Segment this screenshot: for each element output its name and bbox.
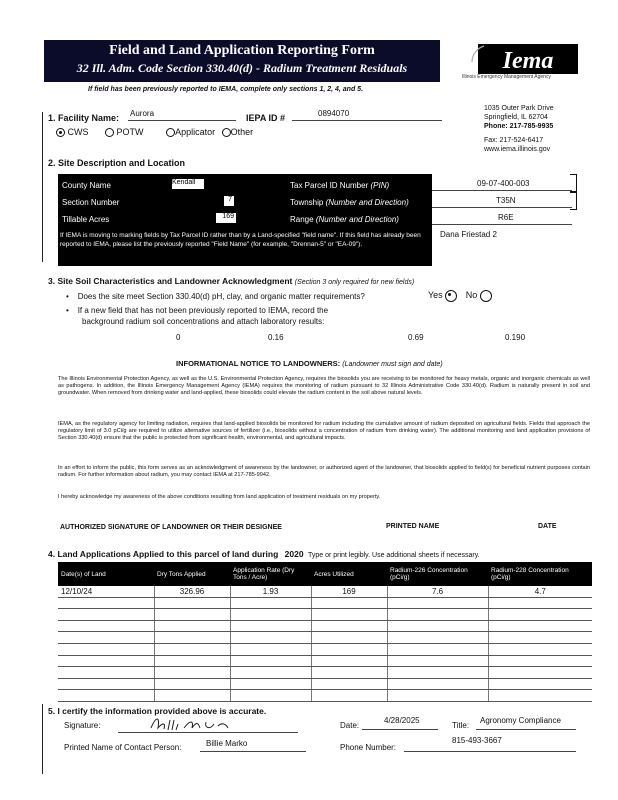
table-cell[interactable]: 12/10/24	[58, 586, 154, 597]
range-label: Range (Number and Direction)	[290, 215, 399, 224]
table-cell[interactable]	[311, 632, 387, 644]
table-row	[58, 667, 592, 679]
form-title-banner	[44, 40, 440, 82]
agency-website: www.iema.illinois.gov	[484, 146, 551, 153]
logo-subtitle: Illinois Emergency Management Agency	[462, 74, 551, 80]
table-cell[interactable]	[230, 609, 311, 621]
table-cell[interactable]	[58, 643, 154, 655]
table-cell[interactable]	[58, 609, 154, 621]
table-row	[58, 597, 592, 609]
option-applicator[interactable]: Applicator	[166, 127, 215, 137]
table-cell[interactable]: 326.96	[154, 586, 230, 597]
signature-image[interactable]	[148, 714, 232, 734]
address-line-1: 1035 Outer Park Drive	[484, 105, 554, 112]
section-number-label: Section Number	[62, 198, 120, 207]
printed-name-contact-label: Printed Name of Contact Person:	[64, 743, 182, 752]
bracket-2	[570, 192, 577, 210]
table-cell[interactable]	[387, 678, 488, 690]
option-potw[interactable]: POTW	[105, 127, 144, 137]
table-cell[interactable]	[387, 632, 488, 644]
table-cell[interactable]	[311, 690, 387, 702]
col-date: Date(s) of Land	[58, 562, 154, 586]
table-cell[interactable]	[488, 643, 592, 655]
agency-phone: Phone: 217-785-9935	[484, 123, 554, 130]
bracket-1	[570, 174, 577, 192]
table-cell[interactable]	[488, 597, 592, 609]
signature-label: Signature:	[64, 721, 101, 730]
agency-fax: Fax: 217-524-6417	[484, 137, 544, 144]
tax-parcel-value[interactable]: 09-07-400-003	[477, 179, 530, 188]
col-dry-tons: Dry Tons Applied	[154, 562, 230, 586]
yes-no-options	[428, 290, 492, 302]
range-line	[432, 224, 572, 225]
background-value-3[interactable]: 0.69	[408, 333, 424, 342]
signature-line	[118, 732, 298, 733]
table-cell[interactable]	[311, 620, 387, 632]
table-row	[58, 678, 592, 690]
township-value[interactable]: T35N	[496, 196, 516, 205]
table-cell[interactable]	[488, 655, 592, 667]
table-row	[58, 632, 592, 644]
radio-cws[interactable]	[56, 128, 65, 137]
section4-year[interactable]: 2020	[284, 549, 304, 559]
section2-heading: 2. Site Description and Location	[48, 158, 186, 168]
table-cell[interactable]	[311, 597, 387, 609]
table-row	[58, 643, 592, 655]
tillable-acres-label: Tillable Acres	[62, 215, 110, 224]
notice-title-wrap	[176, 359, 443, 368]
land-applications-table	[58, 562, 592, 702]
margin-line-bottom	[42, 704, 43, 774]
col-radium-228: Radium-228 Concentration (pCi/g)	[488, 562, 592, 586]
table-cell[interactable]	[488, 620, 592, 632]
table-cell[interactable]	[154, 597, 230, 609]
table-cell[interactable]	[387, 609, 488, 621]
agency-address	[484, 104, 554, 154]
printed-name-contact-value[interactable]: Billie Marko	[206, 739, 248, 748]
section5-heading: 5. I certify the information provided above is accurate.	[48, 706, 267, 716]
site-description-box	[58, 174, 432, 266]
q1-row: • Does the site meet Section 330.40(d) pH, clay, and organic matter requirements?	[66, 292, 365, 301]
yes-option[interactable]: Yes	[428, 290, 457, 300]
table-cell[interactable]	[154, 655, 230, 667]
field-name-note: If IEMA is moving to marking fields by Tax Parcel ID rather than by a Land-specified "field name". If this field has already been reported to IEMA, please list the previously reported "Field Name" (for example, "Drennan-5" or "EA-09").	[60, 232, 421, 248]
table-cell[interactable]	[154, 678, 230, 690]
section4-heading: 4. Land Applications Applied to this parcel of land during	[48, 549, 279, 559]
col-acres: Acres Utilized	[311, 562, 387, 586]
table-cell[interactable]	[387, 655, 488, 667]
radio-yes[interactable]	[445, 290, 457, 302]
notice-title-note: (Landowner must sign and date)	[342, 361, 443, 368]
notice-title: INFORMATIONAL NOTICE TO LANDOWNERS:	[176, 359, 341, 368]
background-value-1[interactable]: 0	[176, 333, 181, 342]
table-cell[interactable]	[230, 667, 311, 679]
table-cell[interactable]	[311, 667, 387, 679]
title-line	[476, 729, 576, 730]
table-cell[interactable]	[488, 667, 592, 679]
q2-text-a: If a new field that has not been previously reported to IEMA, record the	[77, 306, 329, 315]
township-line	[432, 207, 572, 208]
q2-row: • If a new field that has not been previously reported to IEMA, record the background radium soil concentrations and attach laboratory results:	[66, 306, 329, 326]
section3-heading-note: (Section 3 only required for new fields)	[294, 279, 415, 286]
table-cell[interactable]	[154, 620, 230, 632]
table-cell[interactable]: 1.93	[230, 586, 311, 597]
landowner-signature-label: AUTHORIZED SIGNATURE OF LANDOWNER OR THEIR DESIGNEE	[60, 524, 282, 531]
date-line	[362, 729, 438, 730]
radio-no[interactable]	[480, 290, 492, 302]
section4-note: Type or print legibly. Use additional sheets if necessary.	[307, 552, 480, 559]
option-other[interactable]: Other	[222, 127, 254, 137]
table-cell[interactable]	[311, 643, 387, 655]
notice-paragraph-4: I hereby acknowledge my awareness of the above conditions resulting from land application of treatment residuals on my property.	[58, 494, 381, 500]
iepa-id-value[interactable]: 0894070	[318, 109, 350, 118]
option-cws[interactable]: CWS	[56, 127, 89, 137]
table-cell[interactable]	[387, 643, 488, 655]
table-header-row	[58, 562, 592, 586]
table-cell[interactable]	[488, 609, 592, 621]
field-name-value[interactable]: Dana Friestad 2	[440, 230, 497, 239]
table-cell[interactable]	[387, 620, 488, 632]
notice-paragraph-1: The Illinois Environmental Protection Agency, as well as the U.S. Environmental Protection Agency, requires the biosolids you are receiving to be monitored for heavy metals, organic and inorganic chemicals as well as pathogens. In addition, the Illinois Emergency Management Agency (IEMA) requires the monitoring of radium pursuant to 32 Illinois Administrative Code 330.40(d). Radium is naturally present in soil and groundwater. When removed from drinking water and land-applied, these biosolids could elevate the radium content in the soil above natural levels.	[58, 376, 590, 397]
table-cell[interactable]	[58, 667, 154, 679]
tax-parcel-label: Tax Parcel ID Number (PIN)	[290, 181, 390, 190]
section-number-value[interactable]: 7	[224, 196, 234, 206]
range-value[interactable]: R6E	[498, 213, 514, 222]
table-cell[interactable]	[58, 597, 154, 609]
radio-other[interactable]	[222, 128, 231, 137]
table-cell[interactable]	[58, 632, 154, 644]
table-cell[interactable]	[230, 678, 311, 690]
table-cell[interactable]	[230, 632, 311, 644]
table-cell[interactable]	[230, 620, 311, 632]
table-cell[interactable]	[387, 690, 488, 702]
radio-potw[interactable]	[105, 128, 114, 137]
facility-name-label: 1. Facility Name:	[48, 113, 120, 123]
tillable-acres-value[interactable]: 169	[216, 213, 236, 223]
table-cell[interactable]	[58, 620, 154, 632]
table-row	[58, 655, 592, 667]
date-label: Date:	[340, 721, 360, 730]
table-cell[interactable]	[230, 655, 311, 667]
table-cell[interactable]	[58, 690, 154, 702]
table-cell[interactable]	[154, 632, 230, 644]
table-cell[interactable]: 7.6	[387, 586, 488, 597]
table-cell[interactable]	[387, 667, 488, 679]
table-cell[interactable]	[154, 667, 230, 679]
form-title: Field and Land Application Reporting Form	[109, 43, 375, 58]
county-value[interactable]: Kendall	[172, 179, 204, 189]
address-line-2: Springfield, IL 62704	[484, 114, 548, 121]
table-cell[interactable]	[154, 609, 230, 621]
q1-text: Does the site meet Section 330.40(d) pH, clay, and organic matter requirements?	[77, 292, 365, 301]
printed-name-line	[200, 751, 306, 752]
phone-line	[404, 751, 576, 752]
phone-label: Phone Number:	[340, 743, 397, 752]
table-cell[interactable]	[311, 609, 387, 621]
table-cell[interactable]: 169	[311, 586, 387, 597]
table-cell[interactable]	[488, 690, 592, 702]
title-value[interactable]: Agronomy Compliance	[480, 716, 561, 725]
background-value-4[interactable]: 0.190	[505, 333, 526, 342]
section4-heading-wrap	[48, 549, 480, 559]
form-subtitle: 32 Ill. Adm. Code Section 330.40(d) - Radium Treatment Residuals	[76, 61, 408, 75]
section3-heading-wrap	[48, 276, 414, 286]
section3-heading: 3. Site Soil Characteristics and Landowner Acknowledgment	[48, 276, 293, 286]
instruction-text: If field has been previously reported to IEMA, complete only sections 1, 2, 4, and 5.	[88, 86, 364, 93]
table-row	[58, 690, 592, 702]
notice-paragraph-2: IEMA, as the regulatory agency for limiting radiation, requires that land-applied biosolids be monitored for radium including the cumulative amount of radium deposited on agricultural fields. Fields that approach the regulatory limit of 3.0 pCi/g are required to utilize alternative sources of fertilizer (i.e., biosolids without a concentration of radium from drinking water). The additional monitoring and land application provisions of Section 330.40(d) ensure that the public is protected from significant health, environmental, and agricultural impacts.	[58, 421, 590, 442]
table-cell[interactable]	[230, 597, 311, 609]
county-label: County Name	[62, 181, 111, 190]
table-cell[interactable]	[488, 632, 592, 644]
facility-type-options	[56, 127, 253, 137]
table-cell[interactable]	[488, 678, 592, 690]
table-cell[interactable]	[58, 655, 154, 667]
table-cell[interactable]: 4.7	[488, 586, 592, 597]
landowner-date-label: DATE	[538, 523, 557, 530]
notice-paragraph-3: In an effort to inform the public, this form serves as an acknowledgment of awareness by the landowner, or authorized agent of the landowner, that biosolids applied to field(s) for beneficial nutrient purposes contain radium. For further information about radium, you may contact IEMA at 217-785-9942.	[58, 465, 590, 479]
table-row	[58, 609, 592, 621]
township-label: Township (Number and Direction)	[290, 198, 409, 207]
table-cell[interactable]	[58, 678, 154, 690]
facility-name-value[interactable]: Aurora	[130, 109, 155, 118]
table-cell[interactable]	[230, 643, 311, 655]
iepa-id-label: IEPA ID #	[246, 113, 286, 123]
table-cell[interactable]	[230, 690, 311, 702]
col-application-rate: Application Rate (Dry Tons / Acre)	[230, 562, 311, 586]
background-value-2[interactable]: 0.16	[268, 333, 284, 342]
table-cell[interactable]	[311, 678, 387, 690]
table-row	[58, 620, 592, 632]
col-radium-226: Radium-226 Concentration (pCi/g)	[387, 562, 488, 586]
phone-value[interactable]: 815-493-3667	[452, 736, 502, 745]
date-value[interactable]: 4/28/2025	[384, 716, 420, 725]
table-cell[interactable]	[311, 655, 387, 667]
table-cell[interactable]	[154, 690, 230, 702]
q2-text-b: background radium soil concentrations and attach laboratory results:	[82, 317, 325, 326]
iepa-id-line	[292, 120, 442, 121]
no-option[interactable]: No	[466, 290, 492, 300]
printed-name-label: PRINTED NAME	[386, 523, 440, 530]
table-cell[interactable]	[154, 643, 230, 655]
radio-applicator[interactable]	[166, 128, 175, 137]
table-row	[58, 586, 592, 597]
title-label: Title:	[452, 721, 470, 730]
logo-wordmark: Iema	[502, 48, 554, 74]
table-cell[interactable]	[387, 597, 488, 609]
parcel-line	[432, 190, 572, 191]
facility-name-line	[128, 120, 236, 121]
margin-line-top	[42, 112, 43, 262]
